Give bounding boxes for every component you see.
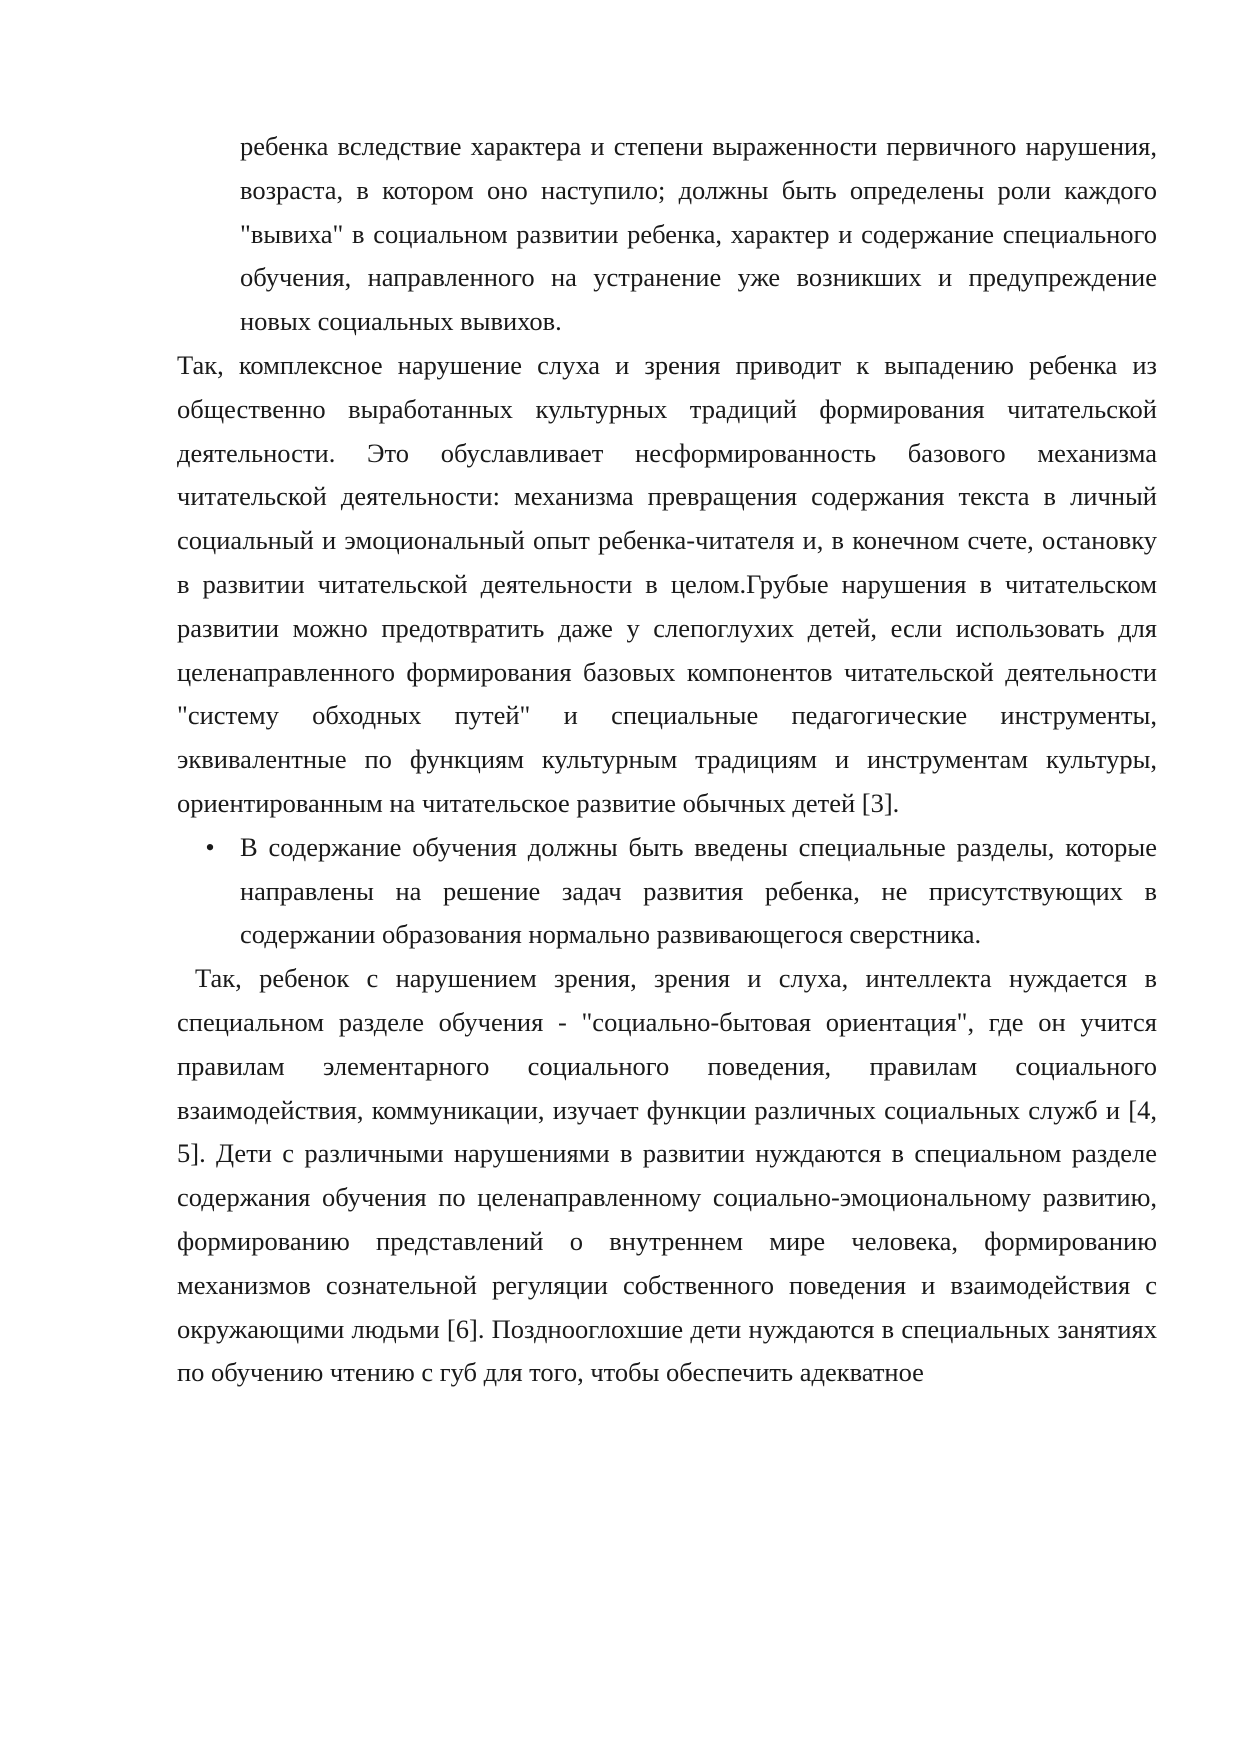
continued-list-item: ребенка вследствие характера и степени выраженности первичного нарушения, возраста, в котором оно наступило; должны быть определены роли каждого "вывиха" в социальном развитии ребенка, характер и содержание специального обучения, направленного на устранение уже возникших и предупреждение новых социальных вывихов.: [240, 131, 1157, 337]
bullet-item-text: В содержание обучения должны быть введены специальные разделы, которые направлены на решение задач развития ребенка, не присутствующих в содержании образования нормально развивающегося сверстника.: [240, 831, 1157, 950]
bullet-icon: •: [205, 831, 215, 862]
body-text: [177, 125, 1157, 1395]
bullet-list-item: [177, 826, 1157, 957]
paragraph-social-orientation: Так, ребенок с нарушением зрения, зрения и слуха, интеллекта нуждается в специальном разделе обучения - "социально-бытовая ориентация", где он учится правилам элементарного социального поведения, правилам социального взаимодействия, коммуникации, изучает функции различных социальных служб и [4, 5]. Дети с различными нарушениями в развитии нуждаются в специальном разделе содержания обучения по целенаправленному социально-эмоциональному развитию, формированию представлений о внутреннем мире человека, формированию механизмов сознательной регуляции собственного поведения и взаимодействия с окружающими людьми [6]. Позднооглохшие дети нуждаются в специальных занятиях по обучению чтению с губ для того, чтобы обеспечить адекватное: [177, 963, 1157, 1388]
paragraph-reading-activity: Так, комплексное нарушение слуха и зрения приводит к выпадению ребенка из общественно выработанных культурных традиций формирования читательской деятельности. Это обуславливает несформированность базового механизма читательской деятельности: механизма превращения содержания текста в личный социальный и эмоциональный опыт ребенка-читателя и, в конечном счете, остановку в развитии читательской деятельности в целом.Грубые нарушения в читательском развитии можно предотвратить даже у слепоглухих детей, если использовать для целенаправленного формирования базовых компонентов читательской деятельности "систему обходных путей" и специальные педагогические инструменты, эквивалентные по функциям культурным традициям и инструментам культуры, ориентированным на читательское развитие обычных детей [3].: [177, 349, 1157, 818]
